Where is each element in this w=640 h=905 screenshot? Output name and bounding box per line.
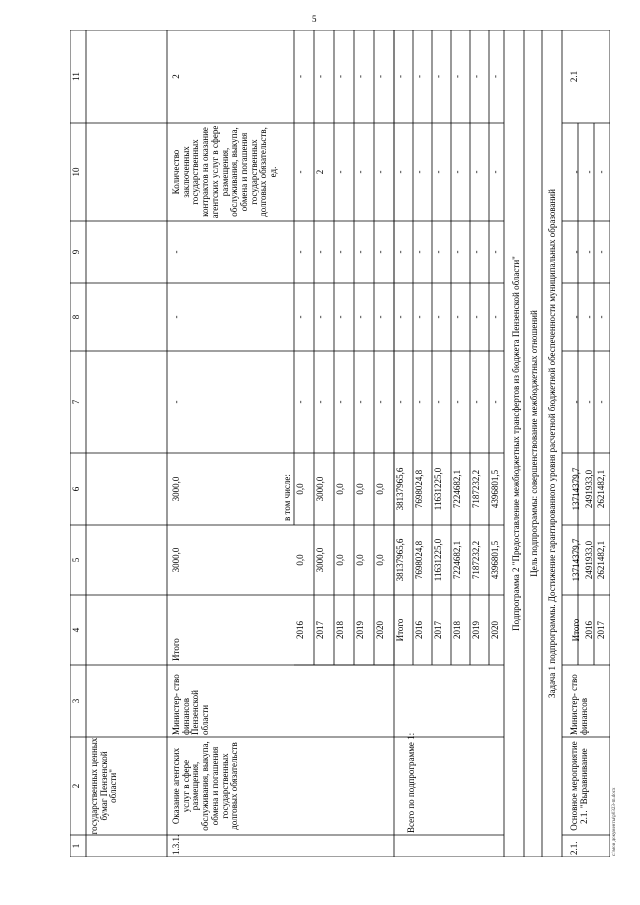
header-col-4: 4 [71,627,81,633]
subtotal-row-0-c8: - [395,315,405,319]
header-col-1: 1 [71,843,81,849]
row131-year-4-c7: - [375,400,385,404]
subtotal-row-3-c5: 7224682,1 [452,540,462,580]
row131-year-3-year: 2019 [355,621,365,639]
subtotal-row-4-c6: 7187232,2 [471,469,481,509]
row131-year-3-c5: 0,0 [355,554,365,566]
row21-year-2-c8: - [596,315,606,319]
total-col8: - [171,315,181,319]
subtotal-row-1-c9: - [414,250,424,254]
subtotal-row-5-year: 2020 [490,621,500,639]
measure-name: Оказание агентских услуг в сфере размещения, обслуживания, выкупа, обмена и погашения государственных долговых обязательств [171,741,240,831]
executor: Министер- ство финансов Пензенской области [171,674,211,735]
header-col-5: 5 [71,557,81,563]
subtotal-row-2-c6: 11631225,0 [433,467,443,511]
row21-year-2-c6: 2621482,1 [596,469,606,509]
subprogram2-task1: Задача 1 подпрограммы. Достижение гарантированного уровня расчетной бюджетной обеспеченности муниципальных образований [547,189,557,698]
row21-year-2-c9: - [596,250,606,254]
header-col-11: 11 [71,72,81,81]
subtotal-row-0-c11: - [395,75,405,78]
subtotal-row-3-year: 2018 [452,621,462,639]
executor-2-1: Министер- ство финансов [569,674,589,735]
row131-year-3-c7: - [355,400,365,404]
row131-year-0-c9: - [295,250,305,254]
row131-year-2-c11: - [335,75,345,78]
total-col9: - [171,250,181,254]
subtotal-row-2-c11: - [433,75,443,78]
subtotal-row-0-c6: 38137965,6 [395,467,405,511]
subtotal-row-2-c5: 11631225,0 [433,538,443,582]
subtotal-row-2-c7: - [433,400,443,404]
subprogram2-title: Подпрограмма 2 "Предоставление межбюджетных трансфертов из бюджета Пензенской области" [511,256,521,631]
subtotal-row-5-c8: - [490,315,500,319]
row21-year-1-c7: - [583,400,594,404]
row131-year-1-c9: - [315,250,325,254]
indicator-text: Количество заключенных государственных контрактов на оказание агентских услуг в сфере размещения, обслуживания, выкупа, обмена и погашения государственных долговых обязательств, ед. [171,125,279,219]
subtotal-row-1-year: 2016 [414,621,424,639]
subtotal-row-3-c8: - [452,315,462,319]
row131-year-4-c10: - [375,170,385,174]
subtotal-row-1-c10: - [414,170,424,174]
subtotal-row-2-year: 2017 [433,621,443,639]
row21-year-1-c8: - [583,315,594,319]
subtotal-row-3-c7: - [452,400,462,404]
page-number: 5 [312,14,317,24]
row21-year-2-c7: - [596,400,606,404]
row131-year-2-year: 2018 [335,621,345,639]
row21-year-1-c10: - [583,170,594,174]
row131-year-1-c10: 2 [315,169,325,175]
subtotal-row-1-c8: - [414,315,424,319]
subtotal-row-4-c9: - [471,250,481,254]
row131-year-4-c11: - [375,75,385,78]
subtotal-row-3-c10: - [452,170,462,174]
row-number: 1.3.1. [171,834,181,855]
subtotal-row-4-c11: - [471,75,481,78]
subtotal-row-1-c11: - [414,75,424,78]
header-col-9: 9 [71,249,81,255]
subtotal-row-4-year: 2019 [471,621,481,639]
row21-year-2-c10: - [596,170,606,174]
subtotal-row-5-c5: 4396801,5 [490,540,500,580]
row131-year-1-c5: 3000,0 [315,547,325,573]
subtotal-row-1-c5: 7698024,8 [414,540,424,580]
row21-year-0-c9: - [571,250,581,254]
subtotal-row-5-c10: - [490,170,500,174]
subtotal-row-4-c7: - [471,400,481,404]
row131-year-0-c11: - [295,75,305,78]
row131-year-2-c9: - [335,250,345,254]
subtotal-row-0-c5: 38137965,6 [395,538,405,582]
row131-year-2-c5: 0,0 [335,554,345,566]
subprogram2-goal: Цель подпрограммы: совершенствование межбюджетных отношений [529,310,539,577]
subtotal-row-5-c7: - [490,400,500,404]
header-col-7: 7 [71,399,81,405]
row131-year-0-c7: - [295,400,305,404]
subprogram1-total-label: Всего по подпрограмме 1: [406,732,416,833]
subtotal-row-5-c6: 4396801,5 [490,469,500,509]
row21-year-0-c10: - [571,170,581,174]
subtotal-row-3-c9: - [452,250,462,254]
row21-year-1-c6: 2491933,0 [583,469,594,509]
budget-table [70,30,610,857]
subtotal-row-2-c10: - [433,170,443,174]
row131-year-2-c7: - [335,400,345,404]
subtotal-row-2-c9: - [433,250,443,254]
row131-year-3-c9: - [355,250,365,254]
row131-year-0-c10: - [295,170,305,174]
row-number-2-1: 2.1. [569,841,579,855]
header-col-2: 2 [71,783,81,789]
measure-2-1-name: Основное мероприятие 2.1. "Выравнивание [569,741,589,831]
row131-year-0-c8: - [295,315,305,319]
subtotal-row-4-c5: 7187232,2 [471,540,481,580]
continued-item-name: государственных ценных бумаг Пензенской области" [89,737,119,835]
row131-year-1-year: 2017 [315,621,325,639]
subtotal-row-0-c10: - [395,170,405,174]
subtotal-row-5-c9: - [490,250,500,254]
total-col6: 3000,0 [171,476,181,502]
row131-year-0-c6: 0,0 [295,483,305,495]
row131-year-4-c8: - [375,315,385,319]
row131-year-2-c8: - [335,315,345,319]
row131-year-3-c6: 0,0 [355,483,365,495]
row131-year-4-c6: 0,0 [375,483,385,495]
row21-year-0-year: Итого [571,618,581,642]
subtotal-row-0-year: Итого [395,618,405,642]
subtotal-row-2-c8: - [433,315,443,319]
row131-year-4-year: 2020 [375,621,385,639]
subtotal-row-0-c9: - [395,250,405,254]
row131-year-2-c10: - [335,170,345,174]
row131-year-3-c10: - [355,170,365,174]
in-that-number-label: в том числе: [282,474,292,521]
subtotal-row-1-c7: - [414,400,424,404]
rotated-table-stage [70,30,610,857]
indicator-target: 2 [171,74,181,79]
total-col5: 3000,0 [171,547,181,573]
row131-year-4-c9: - [375,250,385,254]
subtotal-row-1-c6: 7698024,8 [414,469,424,509]
file-path-footer: c:\мои документы\p0323-m.docx [612,787,617,856]
row21-year-0-c7: - [571,400,581,404]
total-col7: - [171,400,181,404]
header-col-10: 10 [71,167,81,177]
row21-year-1-year: 2016 [583,621,594,639]
row131-year-1-c8: - [315,315,325,319]
row131-year-2-c6: 0,0 [335,483,345,495]
row131-year-3-c8: - [355,315,365,319]
row131-year-3-c11: - [355,75,365,78]
total-label: Итого [171,638,181,661]
row131-year-1-c6: 3000,0 [315,476,325,502]
row131-year-4-c5: 0,0 [375,554,385,566]
row21-year-2-c5: 2621482,1 [596,540,606,580]
row21-year-2-year: 2017 [596,621,606,639]
subtotal-row-3-c11: - [452,75,462,78]
row21-year-1-c9: - [583,250,594,254]
header-col-8: 8 [71,314,81,320]
header-col-3: 3 [71,698,81,704]
indicator-target-2-1: 2.1 [569,70,579,83]
row21-year-0-c8: - [571,315,581,319]
subtotal-row-4-c8: - [471,315,481,319]
row131-year-0-year: 2016 [295,621,305,639]
row131-year-1-c7: - [315,400,325,404]
header-col-6: 6 [71,486,81,492]
subtotal-row-5-c11: - [490,75,500,78]
subtotal-row-0-c7: - [395,400,405,404]
row21-year-1-c5: 2491933,0 [583,540,594,580]
subtotal-row-3-c6: 7224682,1 [452,469,462,509]
row21-year-0-c5: 13714379,7 [571,538,581,582]
row131-year-1-c11: - [315,75,325,78]
row131-year-0-c5: 0,0 [295,554,305,566]
row21-year-0-c6: 13714379,7 [571,467,581,511]
subtotal-row-4-c10: - [471,170,481,174]
